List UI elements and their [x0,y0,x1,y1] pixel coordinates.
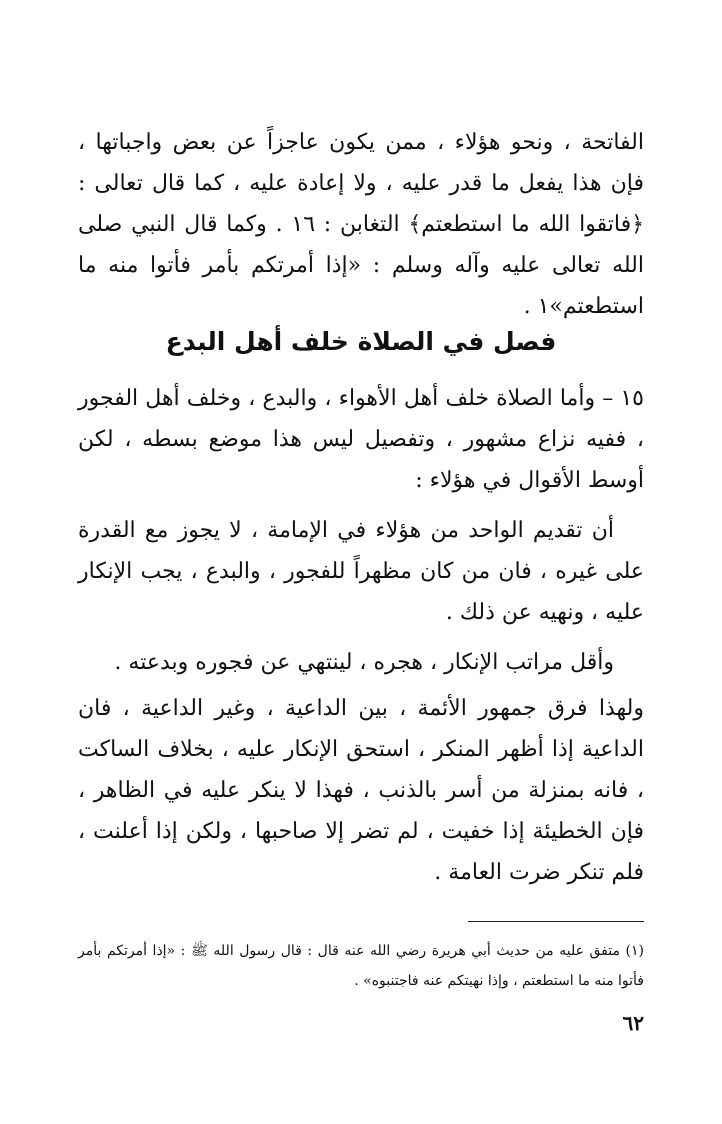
section-body-3 [78,642,644,683]
section-paragraph-3: وأقل مراتب الإنكار ، هجره ، لينتهي عن فجوره وبدعته . [114,650,614,675]
page-number: ٦٢ [622,1011,644,1035]
footnote-text: (١) متفق عليه من حديث أبي هريرة رضي الله عنه قال : قال رسول الله ﷺ : «إذا أمرتكم بأمر فأتوا منه ما استطعتم ، وإذا نهيتكم عنه فاجتنبوه» . [78,943,644,989]
intro-paragraph-block [78,122,644,327]
section-heading: فصل في الصلاة خلف أهل البدع [165,327,557,356]
section-body [78,378,644,501]
section-paragraph-15: ١٥ – وأما الصلاة خلف أهل الأهواء ، والبدع ، وخلف أهل الفجور ، ففيه نزاع مشهور ، وتفصيل ليس هذا موضع بسطه ، لكن أوسط الأقوال في هؤلاء : [78,386,644,493]
footnote-divider [468,921,644,922]
footnote [78,936,644,996]
section-paragraph-4: ولهذا فرق جمهور الأئمة ، بين الداعية ، وغير الداعية ، فان الداعية إذا أظهر المنكر ، استحق الإنكار عليه ، بخلاف الساكت ، فانه بمنزلة من أسر بالذنب ، فهذا لا ينكر عليه في الظاهر ، فإن الخطيئة إذا خفيت ، لم تضر إلا صاحبها ، ولكن إذا أعلنت ، فلم تنكر ضرت العامة . [78,696,644,885]
intro-paragraph: الفاتحة ، ونحو هؤلاء ، ممن يكون عاجزاً عن بعض واجباتها ، فإن هذا يفعل ما قدر عليه ، ولا إعادة عليه ، كما قال تعالى : ﴿فاتقوا الله ما استطعتم﴾ التغابن : ١٦ . وكما قال النبي صلى الله تعالى عليه وآله وسلم : «إذا أمرتكم بأمر فأتوا منه ما استطعتم»١ . [78,130,645,319]
section-body-4 [78,688,644,893]
section-paragraph-2: أن تقديم الواحد من هؤلاء في الإمامة ، لا يجوز مع القدرة على غيره ، فان من كان مظهراً للفجور ، والبدع ، يجب الإنكار عليه ، ونهيه عن ذلك . [78,518,644,625]
section-body-2 [78,510,644,633]
